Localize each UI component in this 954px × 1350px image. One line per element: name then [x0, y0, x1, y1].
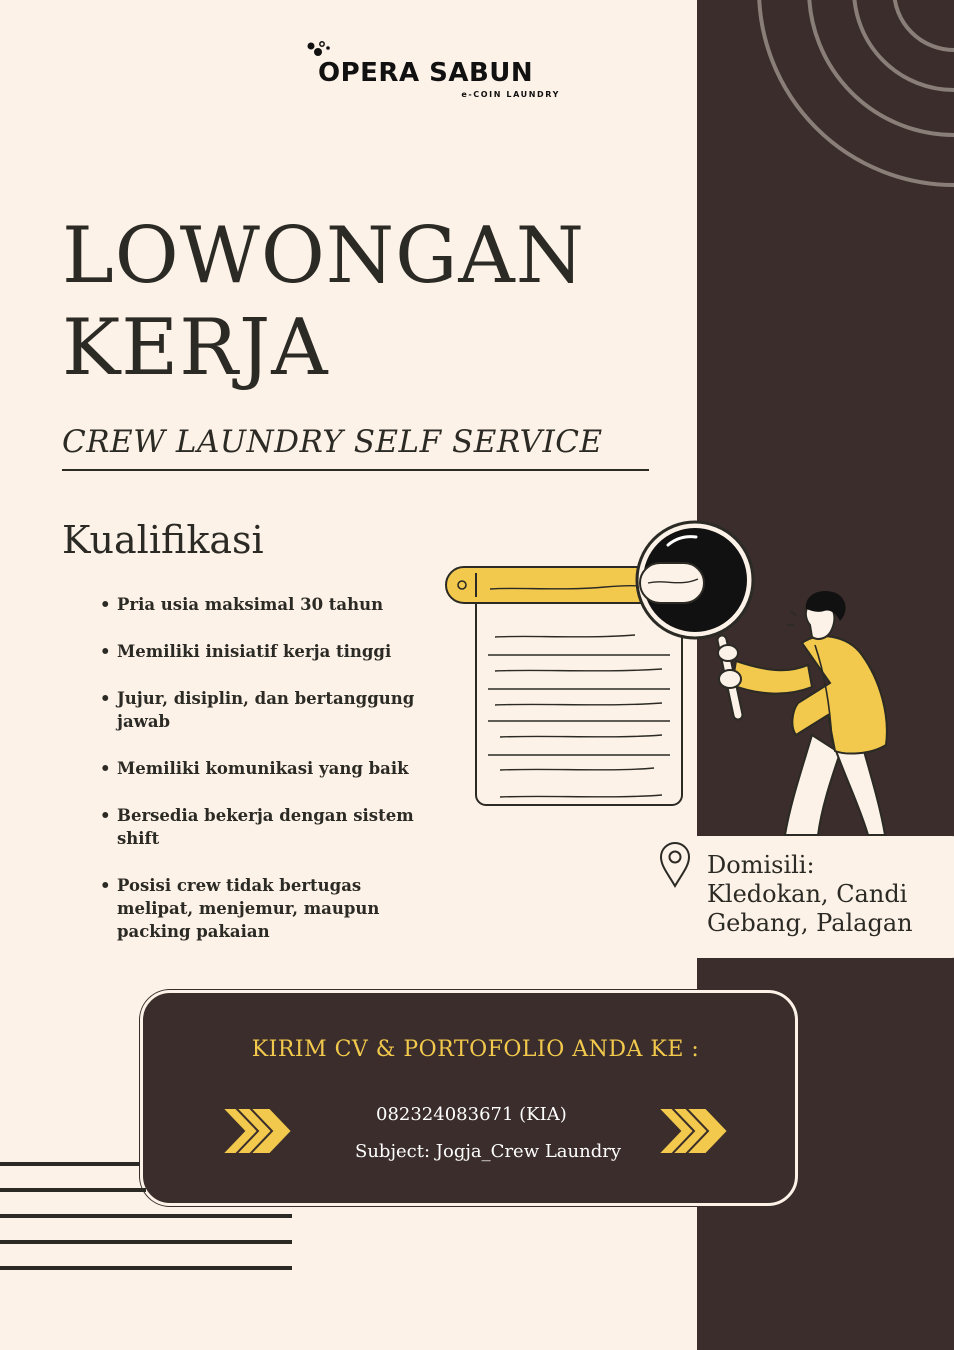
domisili-text [707, 851, 913, 938]
title-line-2: KERJA [62, 303, 329, 393]
domisili-area-2: Gebang, Palagan [707, 909, 913, 937]
location-pin-icon [658, 840, 692, 890]
brand-tagline: e-COIN LAUNDRY [461, 90, 560, 99]
person-figure [718, 591, 887, 835]
list-item: • Memiliki komunikasi yang baik [100, 757, 440, 780]
list-item: • Memiliki inisiatif kerja tinggi [100, 640, 440, 663]
title-line-1: LOWONGAN [62, 211, 585, 301]
brand-name: OPERA SABUN [318, 58, 534, 88]
list-item: • Pria usia maksimal 30 tahun [100, 593, 440, 616]
search-illustration [440, 515, 900, 845]
contact-subject: Subject: Jogja_Crew Laundry [355, 1141, 621, 1162]
position-title: CREW LAUNDRY SELF SERVICE [62, 424, 603, 460]
list-item: • Posisi crew tidak bertugas melipat, menjemur, maupun packing pakaian [100, 874, 440, 943]
contact-phone[interactable]: 082324083671 (KIA) [376, 1104, 567, 1125]
page-title [62, 210, 585, 394]
list-item: • Bersedia bekerja dengan sistem shift [100, 804, 440, 850]
contact-heading: KIRIM CV & PORTOFOLIO ANDA KE : [251, 1037, 700, 1062]
brand-logo [306, 40, 566, 104]
chevrons-right-icon [222, 1108, 296, 1154]
decorative-lines [0, 1160, 300, 1280]
qualifications-list [100, 593, 440, 967]
list-item: • Jujur, disiplin, dan bertanggung jawab [100, 687, 440, 733]
divider [62, 469, 649, 471]
qualifications-heading: Kualifikasi [62, 518, 264, 562]
domisili-area-1: Kledokan, Candi [707, 880, 908, 908]
decorative-rings [697, 0, 954, 210]
chevrons-right-icon [658, 1108, 732, 1154]
domisili-label: Domisili: [707, 851, 815, 879]
